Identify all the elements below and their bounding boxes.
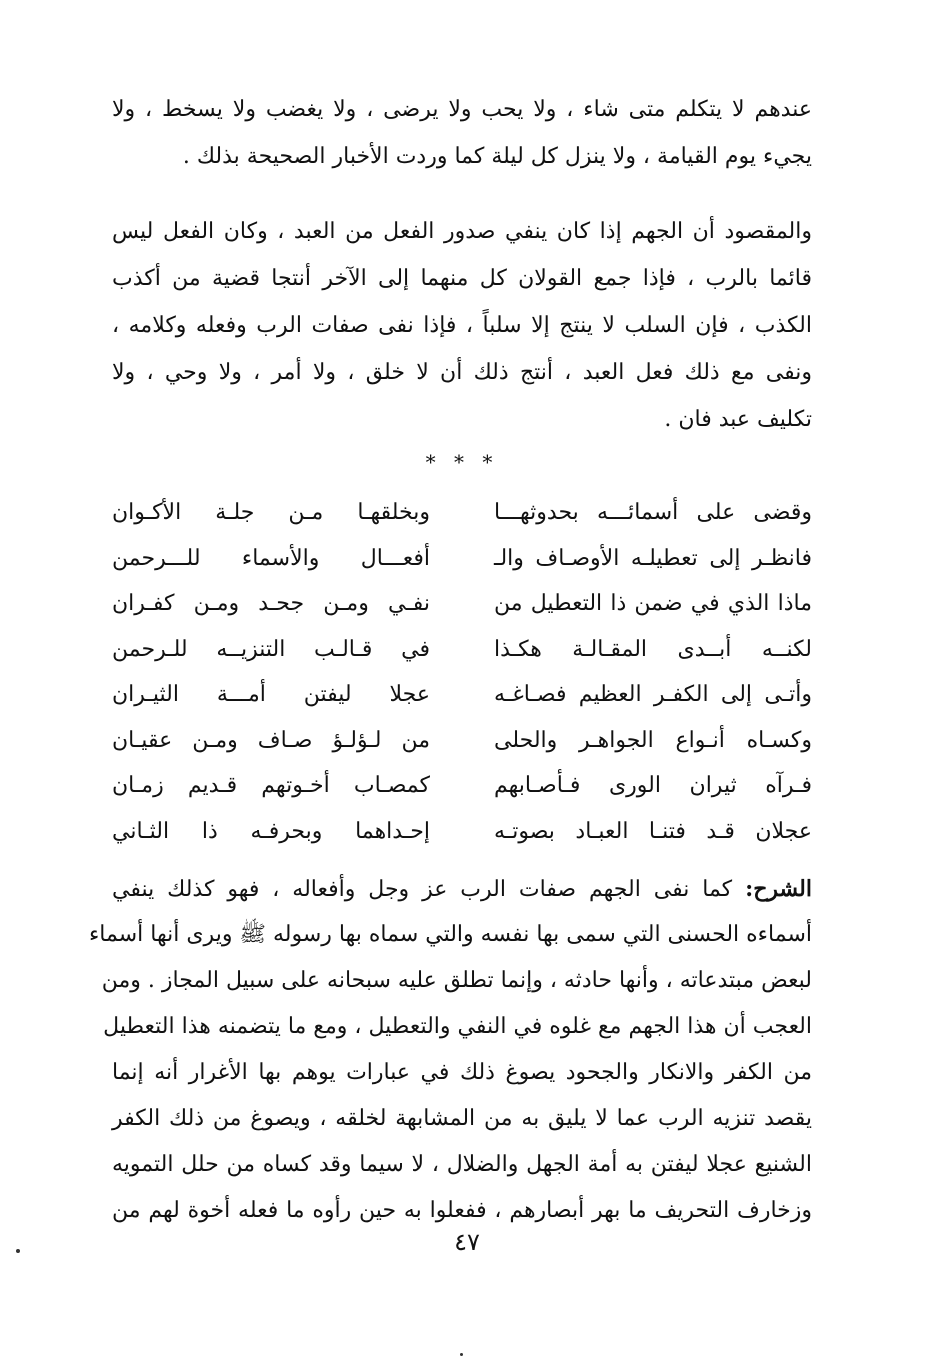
poem-verse [112,536,812,582]
poem-verse [112,718,812,764]
commentary-first-line [112,866,812,912]
second-hemistich: نفـي ومـن جحـد ومـن كفـران [112,591,430,616]
text-line: قائما بالرب ، فإذا جمع القولان كل منهما إلى الآخر أنتجا قضية من أكذب [112,266,812,291]
first-hemistich: عجلان قـد فتنـا العبـاد بصوتـه [494,818,812,844]
paragraph-2 [112,208,812,443]
second-hemistich: إحـداهما وبحرفـه ذا الثـاني [112,818,430,844]
text-line: العجب أن هذا الجهم مع غلوه في النفي والتعطيل ، ومع ما يتضمنه هذا التعطيل [103,1014,812,1039]
scan-speck [460,1353,463,1356]
first-hemistich: وقضى على أسمائـــه بحدوثهـــا [494,500,812,525]
poem-verse [112,581,812,627]
section-separator: * * * [425,450,499,474]
text-line: يجيء يوم القيامة ، ولا ينزل كل ليلة كما وردت الأخبار الصحيحة بذلك . [182,144,812,169]
scan-speck [16,1249,20,1253]
text-line: أسماءه الحسنى التي سمى بها نفسه والتي سماه بها رسوله ﷺ ويرى أنها أسماء [88,922,812,947]
poem-verse [112,809,812,855]
commentary [88,866,812,1234]
text-line: الشنيع عجلا ليفتن به أمة الجهل والضلال ، لا سيما وقد كساه من حلل التمويه [112,1152,812,1177]
second-hemistich: وبخلقهـا مـن جلـة الأكـوان [112,500,430,525]
text-line: الكذب ، فإن السلب لا ينتج إلا سلباً ، فإذا نفى صفات الرب وفعله وكلامه ، [112,313,812,338]
commentary-text: كما نفى الجهم صفات الرب عز وجل وأفعاله ، فهو كذلك ينفي [112,877,746,902]
text-line: ونفى مع ذلك فعل العبد ، أنتج ذلك أن لا خلق ، ولا أمر ، ولا وحي ، ولا [112,360,812,385]
first-hemistich: فانظـر إلى تعطيلـه الأوصـاف والـ [494,545,812,571]
page-number: ٤٧ [454,1228,480,1256]
commentary-heading: الشرح: [745,876,812,902]
text-line: لبعض مبتدعاته ، وأنها حادثه ، وإنما تطلق عليه سبحانه على سبيل المجاز . ومن [101,968,812,993]
text-line: والمقصود أن الجهم إذا كان ينفي صدور الفعل من العبد ، وكان الفعل ليس [112,219,812,244]
second-hemistich: في قـالـب التنزيــه للـرحمن [112,636,430,662]
paragraph-1 [112,86,812,180]
first-hemistich: ماذا الذي في ضمن ذا التعطيل من [494,591,812,616]
first-hemistich: وكسـاه أنـواع الجواهـر والحلى [494,727,812,753]
text-line: يقصد تنزيه الرب عما لا يليق به من المشابهة لخلقه ، ويصوغ من ذلك الكفر [112,1106,812,1131]
first-hemistich: فـرآه ثيران الورى فـأصـابهم [494,773,812,798]
second-hemistich: عجلا ليفتن أمـــة الثيـران [112,682,430,707]
first-hemistich: وأتـى إلى الكفـر العظيم فصـاغـه [494,682,812,707]
poem-verse [112,672,812,718]
poem-verse [112,627,812,673]
second-hemistich: من لـؤلـؤ صـاف ومـن عقيـان [112,727,430,753]
first-hemistich: لكنــه أبــدى المقـالـة هكـذا [494,636,812,662]
second-hemistich: كمصـاب أخـوتهم قـديم زمـان [112,773,430,798]
text-line: وزخارف التحريف ما بهر أبصارهم ، ففعلوا به حين رأوه ما فعله أخوة لهم من [112,1198,812,1223]
text-line: عندهم لا يتكلم متى شاء ، ولا يحب ولا يرضى ، ولا يغضب ولا يسخط ، ولا [112,97,812,122]
text-line: تكليف عبد فان . [664,407,812,432]
poem [112,490,812,854]
second-hemistich: أفعـــال والأسماء للـــرحمن [112,545,430,571]
poem-verse [112,763,812,809]
text-line: من الكفر والانكار والجحود يصوغ ذلك في عبارات يوهم بها الأغرار أنه إنما [112,1060,812,1085]
poem-verse [112,490,812,536]
